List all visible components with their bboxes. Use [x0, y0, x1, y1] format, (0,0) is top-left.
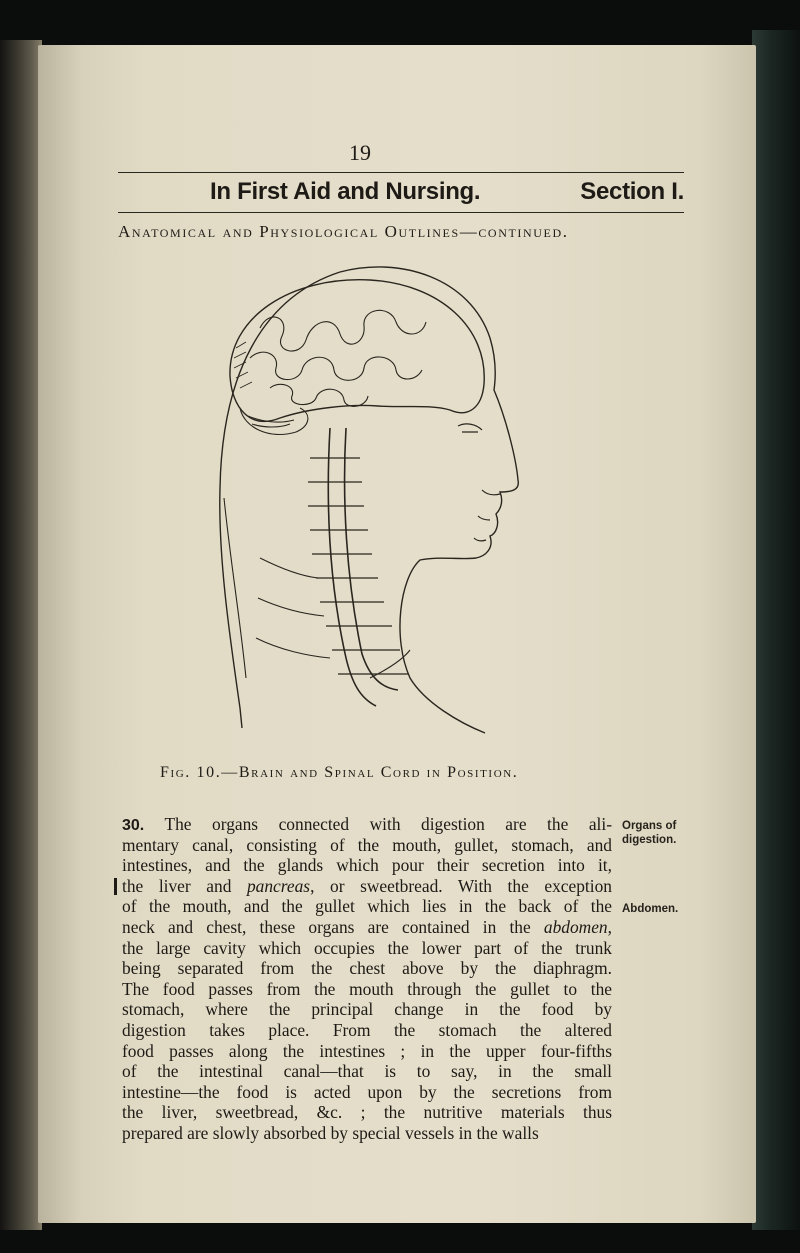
cerebellum [240, 408, 308, 435]
text-line: stomach, where the principal change in the food by [122, 999, 612, 1020]
face-features [458, 424, 500, 541]
text-line: the liver, sweetbread, &c. ; the nutritive materials thus [122, 1102, 612, 1123]
section-heading: Anatomical and Physiological Outlines—continued. [118, 222, 569, 241]
spinal-cord [328, 428, 398, 706]
text-line: prepared are slowly absorbed by special vessels in the walls [122, 1122, 539, 1143]
text-line: food passes along the intestines ; in the upper four-fifths [122, 1040, 612, 1061]
page-number: 19 [349, 140, 371, 165]
sidenote-abdomen: Abdomen. [622, 903, 679, 915]
book-cover-edge [752, 30, 800, 1230]
sidenote-organs-of-digestion [622, 819, 676, 847]
margin-mark [114, 878, 117, 895]
running-head-title: In First Aid and Nursing. [210, 178, 481, 205]
running-head-section: Section I. [580, 178, 684, 205]
sidenote-line: digestion. [622, 834, 677, 846]
figure-brain-spinal-cord [200, 258, 530, 738]
text-line: being separated from the chest above by the diaphragm. [122, 958, 612, 979]
running-head [118, 176, 684, 212]
back-contour [224, 498, 246, 678]
neck-line [240, 708, 242, 728]
paragraph-number: 30. [122, 817, 145, 834]
header-rule-top [118, 172, 684, 173]
text-line: digestion takes place. From the stomach the altered [122, 1019, 612, 1040]
text-line: intestine—the food is acted upon by the secretions from [122, 1081, 612, 1102]
brain-gyri [250, 310, 426, 406]
text-line: mentary canal, consisting of the mouth, gullet, stomach, and [122, 834, 612, 855]
vertebrae [308, 458, 408, 674]
text-line: intestines, and the glands which pour their secretion into it, [122, 855, 612, 876]
text-line: of the mouth, and the gullet which lies in the back of the [122, 896, 612, 917]
brain-outline [230, 280, 484, 422]
book-spine-shadow [0, 40, 42, 1230]
text-line: The food passes from the mouth through the gullet to the [122, 978, 612, 999]
emphasis: abdomen [543, 916, 608, 937]
brain-spinal-cord-illustration [200, 258, 530, 738]
header-rule-bottom [118, 212, 684, 213]
text-line: the liver and pancreas, or sweetbread. With the exception [122, 875, 612, 896]
figure-caption: Fig. 10.—Brain and Spinal Cord in Position. [160, 764, 519, 781]
paragraph-30 [122, 814, 612, 1144]
emphasis: pancreas [246, 875, 311, 896]
text-line: neck and chest, these organs are contained in the abdomen, [122, 916, 612, 937]
text-line: 30. The organs connected with digestion are the ali- [122, 814, 612, 834]
text-line: the large cavity which occupies the lower part of the trunk [122, 937, 612, 958]
sidenote-line: Organs of [622, 820, 677, 832]
text-line: of the intestinal canal—that is to say, in the small [122, 1061, 612, 1082]
